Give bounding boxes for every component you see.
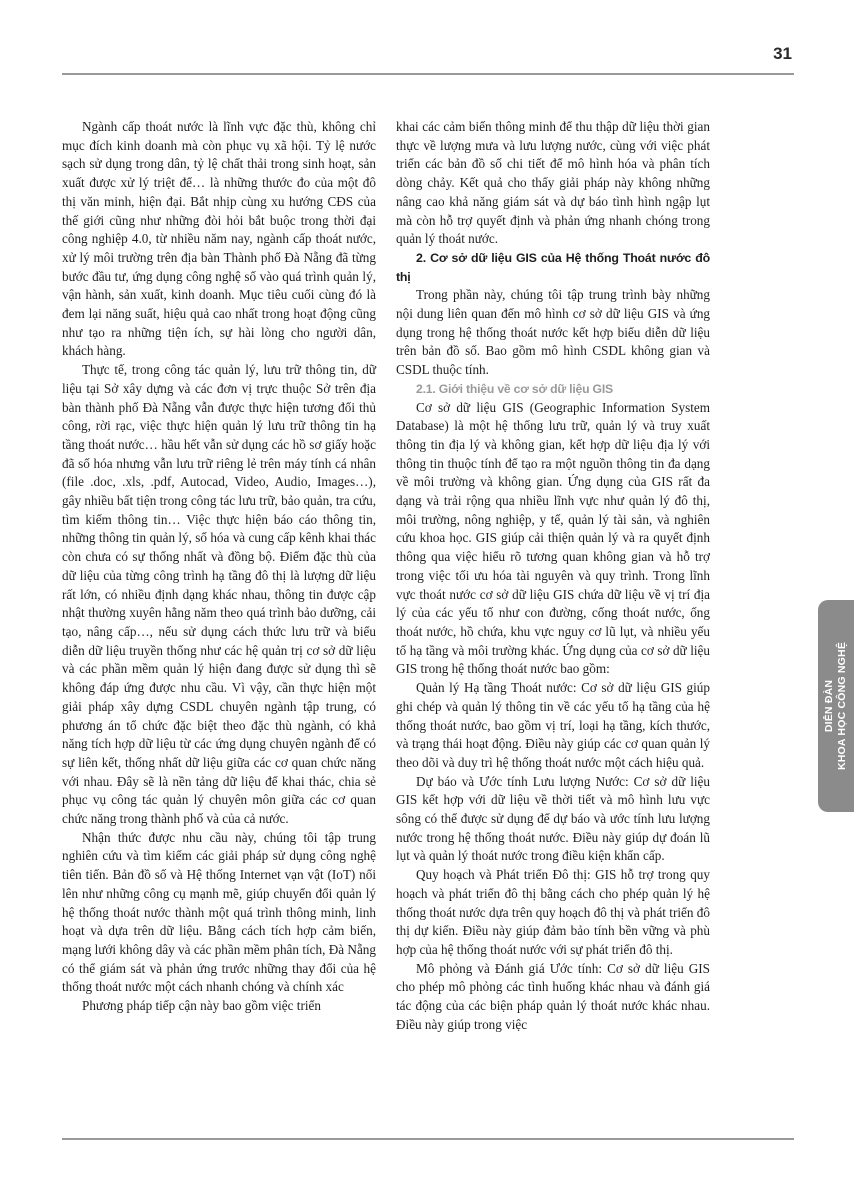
page-number: 31 (773, 44, 792, 63)
side-tab-line-2: KHOA HỌC CÔNG NGHỆ (836, 641, 848, 771)
section-side-tab (818, 600, 854, 812)
paragraph: Ngành cấp thoát nước là lĩnh vực đặc thù, không chỉ mục đích kinh doanh mà còn phục vụ xã hội. Tỷ lệ nước sạch sử dụng trong dân, tỷ lệ chất thải trong sinh hoạt, sản xuất được xử lý triệt để… là những thước đo của một đô thị văn minh, hiện đại. Bắt nhịp cùng xu hướng CĐS của thế giới cũng như những đòi hỏi bắt buộc trong thời đại công nghiệp 4.0, từ nhiều năm nay, ngành cấp thoát nước, xử lý môi trường trên địa bàn Thành phố Đà Nẵng đã từng bước đầu tư, ứng dụng công nghệ số vào quá trình quản lý, vận hành, sản xuất, kinh doanh. Mục tiêu cuối cùng đó là đem lại năng suất, hiệu quả cao nhất trong hoạt động cũng như tạo ra những tiện ích, sự hài lòng cho người dân, khách hàng. (62, 119, 376, 359)
paragraph: Dự báo và Ước tính Lưu lượng Nước: Cơ sở dữ liệu GIS kết hợp với dữ liệu về thời tiết và mô hình lưu vực sông có thể được sử dụng để dự báo và ước tính lưu lượng nước trong hệ thống thoát nước. Điều này giúp dự đoán lũ lụt và quản lý thoát nước trong điều kiện khẩn cấp. (396, 773, 710, 864)
paragraph: Cơ sở dữ liệu GIS (Geographic Information System Database) là một hệ thống lưu trữ, quản lý và truy xuất thông tin địa lý và không gian, kết hợp dữ liệu địa lý với thông tin thuộc tính để tạo ra một nguồn thông tin đa dạng về môi trường và không gian. Ứng dụng của GIS rất đa dạng và trải rộng qua nhiều lĩnh vực như quản lý đô thị, môi trường, nông nghiệp, y tế, quản lý tài sản, và nghiên cứu khoa học. GIS giúp cải thiện quản lý và ra quyết định thông qua việc hiểu rõ tương quan không gian và hỗ trợ trong việc tối ưu hóa tài nguyên và quy trình. Trong lĩnh vực thoát nước cơ sở dữ liệu GIS chứa dữ liệu về vị trí địa lý của các yếu tố như con đường, cống thoát nước, ống thoát nước, hồ chứa, khu vực nguy cơ lũ lụt, và nhiều yếu tố hạ tầng và môi trường khác. Ứng dụng của cơ sở dữ liệu GIS trong hệ thống thoát nước bao gồm: (396, 399, 710, 677)
paragraph: Quy hoạch và Phát triển Đô thị: GIS hỗ trợ trong quy hoạch và phát triển đô thị bằng cách cho phép quản lý hệ thống thoát nước dựa trên quy hoạch đô thị và phát triển đô thị dự kiến. Điều này giúp đảm bảo tính bền vững và phù hợp của hệ thống thoát nước với sự phát triển đô thị. (396, 867, 710, 957)
side-tab-label (823, 642, 849, 770)
paragraph: Phương pháp tiếp cận này bao gồm việc triển (82, 998, 321, 1014)
right-column (396, 118, 710, 1034)
side-tab-line-1: DIỄN ĐÀN (823, 679, 835, 733)
subsection-heading: 2.1. Giới thiệu về cơ sở dữ liệu GIS (416, 381, 613, 396)
section-heading: 2. Cơ sở dữ liệu GIS của Hệ thống Thoát nước đô thị (396, 250, 710, 284)
paragraph: Mô phỏng và Đánh giá Ước tính: Cơ sở dữ liệu GIS cho phép mô phỏng các tình huống khác nhau và đánh giá tác động của các biện pháp quản lý thoát nước khác nhau. Điều này giúp trong việc (396, 960, 710, 1032)
paragraph: Nhận thức được nhu cầu này, chúng tôi tập trung nghiên cứu và tìm kiếm các giải pháp sử dụng công nghệ tiên tiến. Bản đồ số và Hệ thống Internet vạn vật (IoT) nổi lên như những công cụ mạnh mẽ, giúp chuyển đổi quản lý hệ thống thoát nước thành một quá trình thông minh, linh hoạt và dựa trên dữ liệu. Bằng cách tích hợp cảm biến, mạng lưới không dây và các phần mềm phân tích, Đà Nẵng có thể giám sát và phản ứng trước những thay đổi của hệ thống thoát nước một cách nhanh chóng và chính xác (62, 829, 376, 995)
footer-rule (62, 1138, 794, 1140)
header-rule (62, 73, 794, 75)
left-column (62, 118, 376, 1016)
paragraph: Trong phần này, chúng tôi tập trung trình bày những nội dung liên quan đến mô hình cơ sở dữ liệu GIS và ứng dụng trong hệ thống thoát nước kết hợp biểu diễn dữ liệu trên bản đồ số. Bao gồm mô hình CSDL không gian và CSDL thuộc tính. (396, 287, 710, 378)
paragraph: Quản lý Hạ tầng Thoát nước: Cơ sở dữ liệu GIS giúp ghi chép và quản lý thông tin về các yếu tố hạ tầng của hệ thống thoát nước, bao gồm vị trí, loại hạ tầng, kích thước, và trạng thái hoạt động. Điều này giúp các cơ quan quản lý theo dõi và duy trì hệ thống thoát nước một cách hiệu quả. (396, 680, 710, 770)
continued-paragraph: khai các cảm biến thông minh để thu thập dữ liệu thời gian thực về lượng mưa và lưu lượng nước, cùng với việc phát triển các bản đồ số chi tiết để mô hình hóa và phân tích dòng chảy. Kết quả cho thấy giải pháp này không những nâng cao khả năng giám sát và dự báo tình hình ngập lụt mà còn hỗ trợ quyết định và phản ứng nhanh chóng trong quản lý thoát nước. (396, 119, 710, 247)
paragraph: Thực tế, trong công tác quản lý, lưu trữ thông tin, dữ liệu tại Sở xây dựng và các đơn vị trực thuộc Sở trên địa bàn thành phố Đà Nẵng vẫn được thực hiện tương đối thủ công, rời rạc, việc thực hiện quản lý lưu trữ thông tin hạ tầng thoát nước… hầu hết vẫn sử dụng các hồ sơ giấy hoặc đã số hóa nhưng vẫn lưu trữ riêng lẻ trên máy tính cá nhân (file .doc, .xls, .pdf, Autocad, Video, Audio, Images…), gây nhiều bất tiện trong công tác lưu trữ, bảo quản, tra cứu, tìm kiếm thông tin… Việc thực hiện báo cáo thông tin, những thông tin quản lý, số hóa và cung cấp kênh khai thác còn chưa có sự thống nhất và đồng bộ. Điểm đặc thù của dữ liệu của từng công trình hạ tầng đô thị là lượng dữ liệu rất lớn, có nhiều định dạng khác nhau, thông tin được cập nhật thường xuyên hằng năm theo quá trình bảo dưỡng, cải tạo, nâng cấp…, nếu sử dụng cách thức lưu trữ và biểu diễn dữ liệu truyền thống như các hệ quản trị cơ sở dữ liệu và các phần mềm quản lý hiện đang được sử dụng thì sẽ không đáp ứng được nhu cầu. Vì vậy, cần thực hiện một giải pháp xây dựng CSDL chuyên ngành tập trung, có phương án tổ chức đặc biệt theo đặc thù ngành, có khả năng tích hợp dữ liệu từ các ứng dụng chuyên ngành để có sự liên kết, thống nhất dữ liệu giữa các cơ quan chức năng với nhau. Đây sẽ là nền tảng dữ liệu để khai thác, chia sẻ phục vụ công tác quản lý chuyên môn giữa các cơ quan chức năng trong thành phố và của cả nước. (62, 362, 376, 827)
